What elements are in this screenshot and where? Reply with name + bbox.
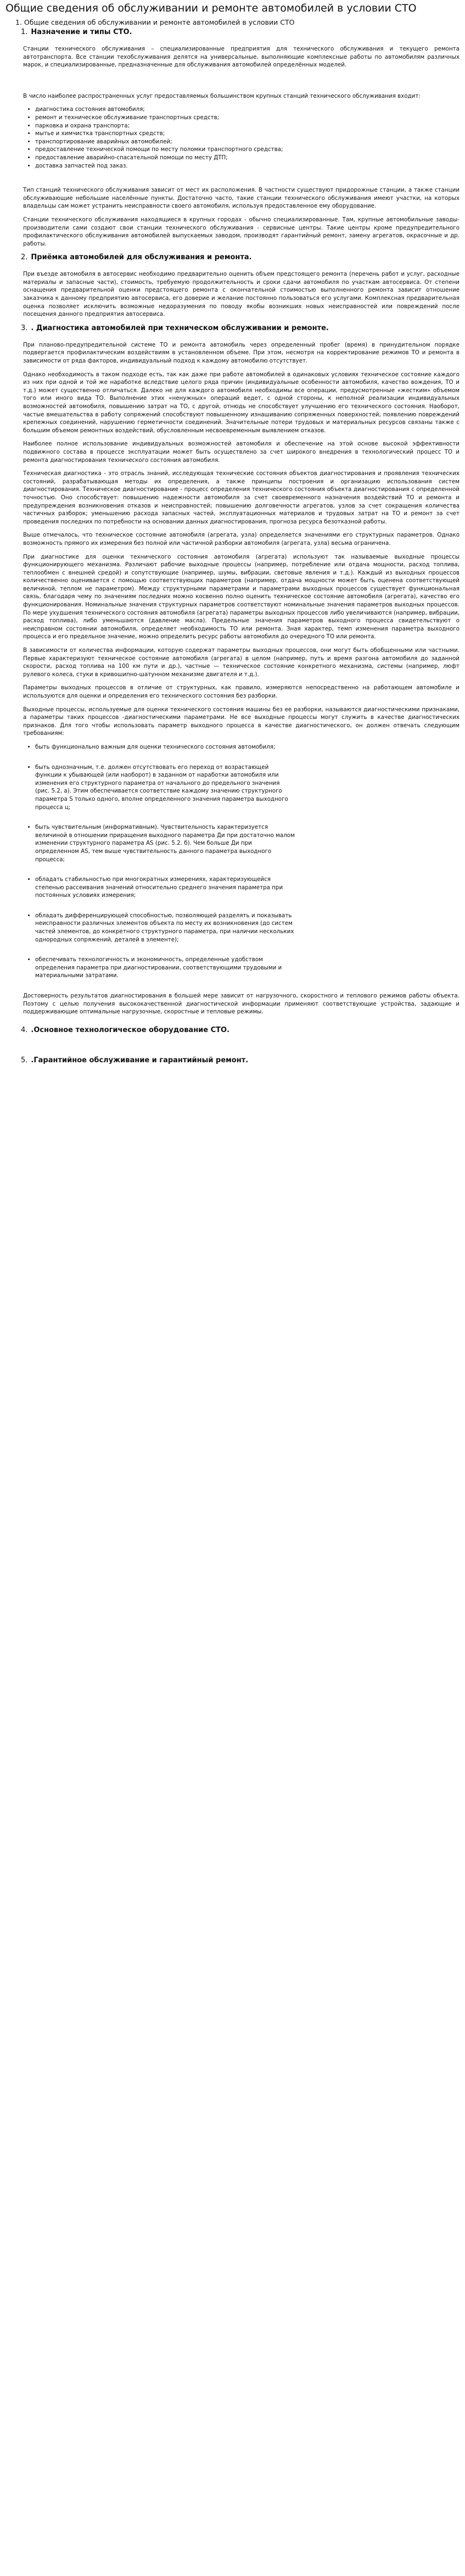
list-item: • обладать стабильностью при многократных измерениях, характеризующейся степенью рассеивания значений относительно среднего значения параметра при постоянных условиях измерения; [35, 876, 460, 900]
list-item: • диагностика состояния автомобиля; [35, 105, 460, 114]
list-item: • обладать дифференцирующей способностью, позволяющей разделять и показывать неисправности различных элементов объекта по месту их возникновения (до систем частей элементов, до конкретного структурного параметра, при наличии нескольких однородных сопряжений, деталей в элементе); [35, 912, 460, 944]
list-item: • обеспечивать технологичность и экономичность, определенные удобством определения параметра при диагностировании, соответствующими трудовыми и материальными затратами. [35, 956, 460, 980]
section-heading-1 [21, 28, 460, 36]
requirements-list [23, 743, 460, 980]
paragraph: При въезде автомобиля в автосервис необходимо предварительно оценить объем предстоящего ремонта (перечень работ и услуг, расходные материалы и запасные части), стоимость, требуемую продолжительность и сроки сдачи автомобиля по участкам автосервиса. От степени оснащения предварительной оценки предстоящего ремонта с окончательной стоимостью выполненного ремонта зависит отношение заказчика к данному предприятию автосервиса, его доверие и желание постоянно пользоваться его услугами. Комплексная предварительная оценка позволяет исключить возможные недоразумения по поводу якобы возникших новых неисправностей или повреждений после посещения данного предприятия автосервиса. [23, 271, 460, 318]
section-heading-2 [21, 253, 460, 261]
section-title: .Основное технологическое оборудование СТО. [31, 1025, 230, 1034]
section-title: . Диагностика автомобилей при техническом обслуживании и ремонте. [31, 324, 329, 332]
paragraph: Однако необходимость в таком подходе есть, так как даже при работе автомобилей в одинаковых условиях техническое состояние каждого из них при одной и той же наработке вследствие целого ряда причин (индивидуальные особенности автомобиля, качество вождения, ТО и т.д.) может существенно отличаться. Далеко не для каждого автомобиля необходимы все операции, предусмотренные «жестким» объемом того или иного вида ТО. Выполнение этих «ненужных» операций ведет, с одной стороны, к неполной реализации индивидуальных возможностей автомобиля, повышению затрат на ТО, с другой, отнюдь не способствует улучшению его технического состояния. Наоборот, частые вмешательства в работу сопряжений способствуют повышенному изнашиванию сопряженных поверхностей, появлению повреждений крепежных соединений, нарушению герметичности соединений. Значительные потери трудовых и материальных ресурсов связаны также с большим объемом ремонтных воздействий, обусловленным несвоевременным выявлением отказов. [23, 371, 460, 434]
document [0, 2, 465, 1106]
paragraph: Выходные процессы, используемые для оценки технического состояния машины без ее разборки, называются диагностическими признаками, а параметры таких процессов -диагностическими параметрами. Не все выходные процессы могут служить в качестве диагностических признаков. Для того чтобы использовать параметр выходного процесса в качестве диагностического, он должен отвечать следующим требованиям: [23, 706, 460, 737]
section-title: .Гарантийное обслуживание и гарантийный ремонт. [31, 1056, 249, 1064]
section-heading-3 [21, 324, 460, 332]
paragraph: Станции технического обслуживания – специализированные предприятия для технического обслуживания и текущего ремонта автотранспорта. Все станции техобслуживания делятся на универсальные, выполняющие комплексные работы по автомобилям различных марок, и специализированные, предназначенные для обслуживания автомобилей определённых моделей. [23, 46, 460, 69]
paragraph: В число наиболее распространенных услуг предоставляемых большинством крупных станций технического обслуживания входит: [23, 92, 421, 99]
list-item: • мытье и химчистка транспортных средств; [35, 130, 460, 138]
section-number: 1. [21, 28, 28, 36]
list-item: • быть однозначным, т.е. должен отсутствовать его переход от возрастающей функции к убывающей (или наоборот) в заданном от наработки автомобиля или изменения его структурного параметра от начального до предельного значения (рис. 5.2, а). Этим обеспечивается соответствие каждому значению структурного параметра S только одного, вполне определенного значения параметра выходного процесса ц; [35, 763, 460, 812]
list-item: • быть чувствительным (информативным). Чувствительность характеризуется величиной в отношении приращения выходного параметра Ди при достаточно малом изменении структурного параметра AS (рис. 5.2. б). Чем больше Ди при определенном AS, тем выше чувствительность данного параметра выходного процесса; [35, 823, 460, 863]
list-item: • предоставление технической помощи по месту поломки транспортного средства; [35, 146, 460, 154]
page-title: Общие сведения об обслуживании и ремонте автомобилей в условии СТО [5, 2, 417, 14]
paragraph: При планово-предупредительной системе ТО и ремонта автомобиль через определенный пробег (время) в принудительном порядке подвергается профилактическим воздействиям в установленном объеме. При этом, несмотря на корректирование режимов ТО и ремонта в зависимости от ряда факторов, индивидуальный подход к каждому автомобилю отсутствует. [23, 341, 460, 365]
section-number: 5. [21, 1056, 28, 1064]
list-item: • ремонт и техническое обслуживание транспортных средств; [35, 114, 460, 122]
paragraph: Наиболее полное использование индивидуальных возможностей автомобиля и обеспечение на этой основе высокой эффективности подвижного состава в процессе эксплуатации может быть осуществлено за счет широкого внедрения в технологический процесс ТО и ремонта диагностирования технического состояния автомобиля. [23, 441, 460, 464]
section-number: 3. [21, 324, 28, 332]
services-list [23, 105, 460, 170]
list-item: • доставка запчастей под заказ. [35, 162, 460, 170]
paragraph: При диагностике для оценки технического состояния автомобиля (агрегата) используют так называемые выходные процессы функционирующего механизма. Различают рабочие выходные процессы (например, потребление или отдача мощности, расход топлива, теплообмен с внешней средой) и сопутствующие (например, шумы, вибрации, световые явления и т.д.). Каждый из выходных процессов количественно оценивается с помощью соответствующих параметров (например, отдача мощности может быть оценена соответствующей величиной, теплом не параметром). Между структурными параметрами и параметрами выходных процессов существует функциональная связь, благодаря чему по значениям последних можно косвенно полно оценить техническое состояние автомобиля (агрегата), качество его функционирования. Номинальные значения структурных параметров соответствуют номинальные значения параметров выходных процессов. По мере ухудшения технического состояния автомобиля (агрегата) параметры выходных процессов либо увеличиваются (например, вибрации, расход топлива), либо уменьшаются (давление масла). Предельные значения параметров выходного процесса свидетельствуют о неисправном состоянии автомобиля, определяет необходимость ТО или ремонта. Зная характер, темп изменения параметра выходного процесса и его предельное значение, можно определить ресурс работы автомобиля до очередного ТО или ремонта. [23, 553, 460, 640]
paragraph: Тип станций технического обслуживания зависит от мест их расположения. В частности существуют придорожные станции, а также станции обслуживающие небольшие населённые пункты. Достаточно часто, такие станции технического обслуживания имеют участки, на которых владельцы сам может устранить неисправности своего автомобиля, используя предоставленное ему оборудование. [23, 187, 460, 210]
paragraph: Техническая диагностика - это отрасль знаний, исследующая технические состояния объектов диагностирования и проявления технических состояний, разрабатывающая методы их определения, а также принципы построения и организацию использования систем диагностирования. Техническое диагностирование - процесс определения технического состояния объекта диагностирования с определенной точностью. Оно способствует: повышению надежности автомобиля за счет своевременного назначения воздействий ТО и ремонта и предупреждения возникновения отказов и неисправностей; повышению долговечности агрегатов, узлов за счет сокращения количества частичных разборок; уменьшению расхода запасных частей, эксплуатационных материалов и трудовых затрат на ТО и ремонт за счет проведения последних по потребности на основании данных диагностирования, прогноза ресурса безотказной работы. [23, 470, 460, 525]
list-item: • предоставление аварийно-спасательной помощи по месту ДТП; [35, 154, 460, 162]
section-number: 2. [21, 253, 28, 262]
paragraph: Достоверность результатов диагностирования в большей мере зависит от нагрузочного, скоростного и теплового режимов работы объекта. Поэтому с целью получения высококачественной диагностической информации применяют соответствующие устройства, задающие и поддерживающие оптимальные нагрузочные, скоростные и тепловые режимы. [23, 993, 460, 1016]
table-of-contents [15, 18, 460, 27]
list-item: • парковка и охрана транспорта; [35, 122, 460, 130]
toc-item-number: 1. [15, 18, 22, 26]
list-item: • транспортирование аварийных автомобилей; [35, 138, 460, 146]
paragraph: Параметры выходных процессов в отличие от структурных, как правило, измеряются непосредственно на работающем автомобиле и используются для оценки и определения его технического состояния без разборки. [23, 684, 460, 699]
section-heading-4 [21, 1026, 460, 1034]
list-item: • быть функционально важным для оценки технического состояния автомобиля; [35, 743, 460, 751]
section-title: Приёмка автомобилей для обслуживания и ремонта. [31, 253, 252, 262]
paragraph: Станции технического обслуживания находящиеся в крупных городах - обычно специализированные. Там, крупные автомобильные заводы-производители сами создают свои станции технического обслуживания - сервисные центры. Такие центры кроме предупредительного профилактического обслуживания автомобилей выпускаемых заводом, производят гарантийный ремонт, замену агрегатов, окрасочные и др. работы. [23, 216, 460, 247]
toc-item-label: Общие сведения об обслуживании и ремонте автомобилей в условии СТО [24, 18, 295, 26]
paragraph: В зависимости от количества информации, которую содержат параметры выходных процессов, они могут быть обобщенными или частными. Первые характеризуют техническое состояние автомобиля (агрегата) в целом (например, путь и время разгона автомобиля до заданной скорости, расход топлива на 100 км пути и др.), частные — техническое состояние конкретного механизма, системы (например, люфт рулевого колеса, стуки в кривошипно-шатунном механизме двигателя и т.д.). [23, 647, 460, 678]
toc-item[interactable] [15, 18, 460, 27]
section-heading-5 [21, 1056, 460, 1064]
section-title: Назначение и типы СТО. [31, 28, 132, 36]
section-number: 4. [21, 1025, 28, 1034]
paragraph: Выше отмечалось, что техническое состояние автомобиля (агрегата, узла) определяется значениями его структурных параметров. Однако возможность прямого их измерения без полной или частичной разборки автомобиля (агрегата, узла) весьма ограничена. [23, 532, 460, 547]
